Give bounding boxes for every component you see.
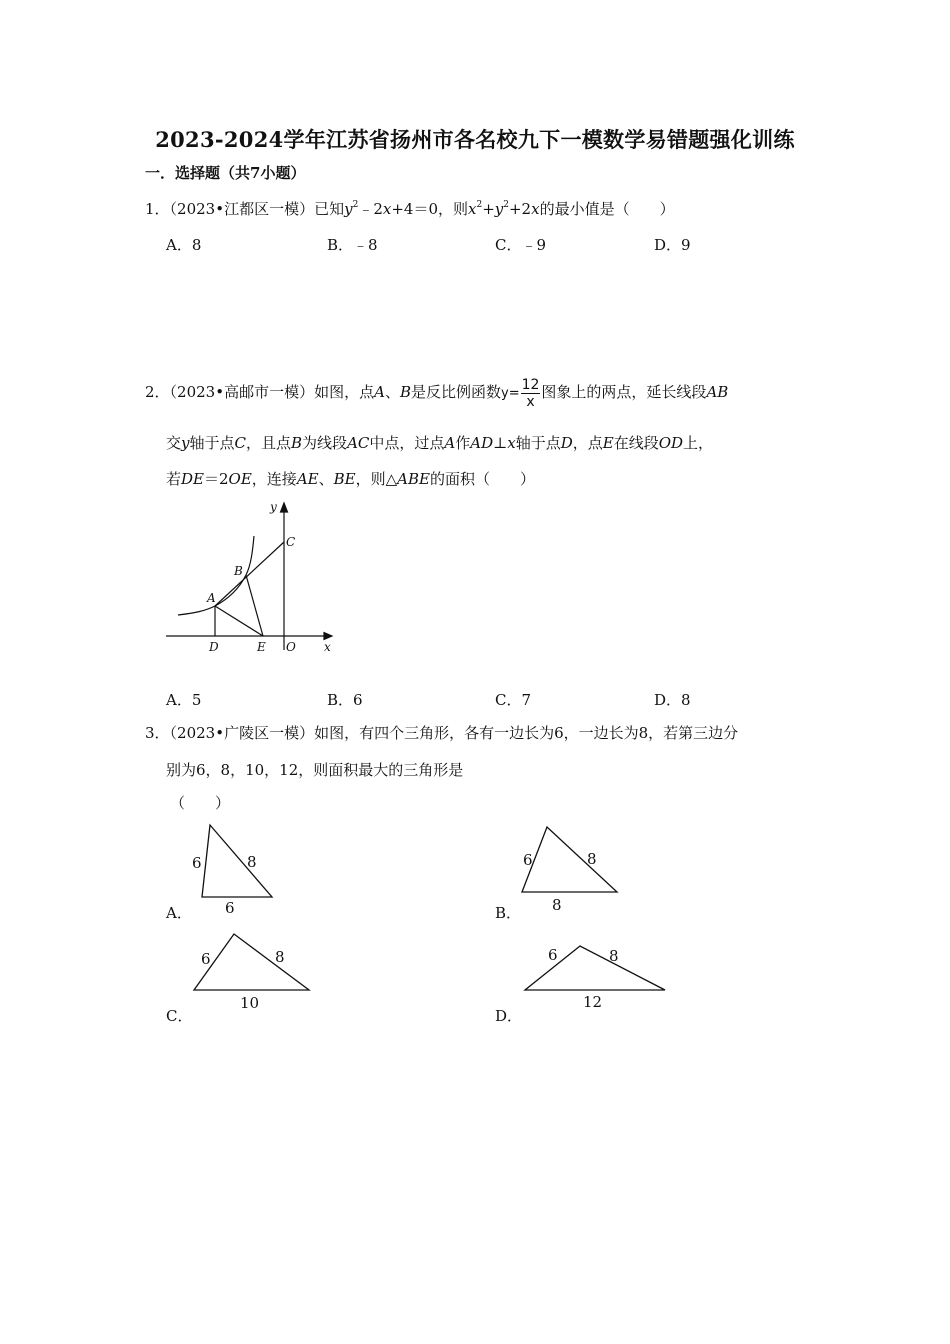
q1-option-b[interactable]: [327, 234, 378, 255]
option-label: C．: [495, 236, 522, 254]
stem-text: ，则△: [355, 470, 398, 488]
point-b: B: [399, 383, 411, 401]
y-axis-arrow-icon: [281, 503, 288, 512]
side-base-label: 8: [552, 896, 562, 914]
triangle-c: [194, 934, 309, 990]
var-y: y: [494, 200, 504, 218]
option-value: 9: [681, 236, 691, 254]
var-x: x: [382, 200, 392, 218]
triangle-d-figure[interactable]: [520, 940, 670, 1015]
function-lhs: y=: [501, 386, 520, 401]
option-label: A．: [166, 236, 192, 254]
point-b: B: [291, 434, 303, 452]
var-x: x: [467, 200, 477, 218]
stem-text: 若: [166, 470, 182, 488]
question-2-line-1: [145, 372, 728, 414]
point-a: A: [444, 434, 456, 452]
option-value: 7: [521, 691, 532, 709]
option-label: B．: [327, 691, 354, 709]
question-number: 1．: [145, 200, 170, 218]
option-label: B．: [327, 236, 354, 254]
exponent: 2: [476, 200, 483, 210]
segment-de: DE: [181, 470, 204, 488]
stem-text: 的面积（ ）: [429, 470, 535, 488]
stem-text: 图象上的两点，延长线段: [541, 383, 707, 401]
stem-text: 的最小值是（ ）: [539, 200, 675, 218]
q2-option-a[interactable]: [166, 689, 201, 710]
question-3-line-2: 别为6，8，10，12，则面积最大的三角形是: [166, 761, 464, 779]
stem-text: ，且点: [246, 434, 292, 452]
question-source: （2023•广陵区一模）: [169, 724, 315, 742]
stem-text: +2: [508, 200, 532, 218]
segment-oe: OE: [228, 470, 252, 488]
side-base-label: 12: [583, 993, 603, 1011]
point-a: A: [374, 383, 385, 401]
stem-text: 如图，有四个三角形，各有一边长为6，一边长为8，若第三边分: [314, 724, 739, 742]
option-value: 8: [681, 691, 691, 709]
var-y: y: [344, 200, 353, 218]
q3-option-a[interactable]: A．: [166, 904, 192, 922]
point-c: C: [234, 434, 246, 452]
question-number: 3．: [145, 724, 170, 742]
question-3-line-1: [145, 723, 738, 743]
stem-text: 为线段: [302, 434, 348, 452]
label-x: x: [324, 640, 331, 654]
segment-od: OD: [658, 434, 684, 452]
segment-ac: AC: [347, 434, 370, 452]
stem-text: ，点: [572, 434, 603, 452]
side-left-label: 6: [201, 950, 211, 968]
stem-text: ﹣2: [358, 200, 383, 218]
q1-option-a[interactable]: [166, 234, 201, 255]
var-y: y: [181, 434, 190, 452]
exponent: 2: [503, 200, 509, 210]
triangle-b: [522, 827, 617, 892]
question-1-stem: [145, 199, 675, 219]
q3-option-c[interactable]: C．: [166, 1007, 193, 1025]
option-label: D．: [654, 691, 682, 709]
triangle-b-figure[interactable]: [515, 822, 625, 914]
stem-text: 上，: [683, 434, 714, 452]
option-value: 5: [191, 691, 202, 709]
q3-option-b[interactable]: B．: [495, 904, 522, 922]
side-right-label: 8: [247, 853, 257, 871]
section-heading: 一．选择题（共7小题）: [145, 164, 306, 182]
triangle-d: [525, 946, 665, 990]
q1-option-d[interactable]: [654, 234, 691, 255]
question-2-line-3: [166, 469, 535, 489]
point-e: E: [602, 434, 614, 452]
triangle-c-figure[interactable]: [190, 930, 315, 1015]
side-right-label: 8: [275, 948, 285, 966]
stem-text: +4＝0，则: [391, 200, 468, 218]
side-left-label: 6: [192, 854, 202, 872]
option-label: D．: [654, 236, 682, 254]
stem-text: ＝2: [204, 470, 229, 488]
fraction-denominator: x: [526, 393, 535, 410]
side-left-label: 6: [523, 851, 533, 869]
q1-option-c[interactable]: [495, 234, 546, 255]
question-number: 2．: [145, 383, 170, 401]
stem-text: 轴于点: [189, 434, 235, 452]
segment-be: BE: [333, 470, 356, 488]
fraction-12-over-x: [521, 377, 541, 410]
label-d: D: [209, 640, 219, 654]
option-value: ﹣9: [521, 236, 547, 254]
question-3-answer-blank: （ ）: [170, 794, 231, 812]
side-base-label: 6: [225, 899, 235, 915]
stem-text: 如图，点: [314, 383, 375, 401]
label-b: B: [234, 564, 243, 578]
option-value: 6: [353, 691, 363, 709]
label-a: A: [207, 591, 216, 605]
side-right-label: 8: [609, 947, 619, 965]
stem-text: 中点，过点: [369, 434, 445, 452]
option-label: C．: [495, 691, 522, 709]
segment-ae: AE: [296, 470, 319, 488]
fraction-numerator: 12: [521, 376, 540, 393]
exponent: 2: [352, 200, 359, 210]
option-value: 8: [191, 236, 202, 254]
stem-text: 交: [166, 434, 182, 452]
point-d: D: [560, 434, 573, 452]
segment-ad: AD: [470, 434, 494, 452]
question-source: （2023•高邮市一模）: [169, 383, 315, 401]
side-base-label: 10: [240, 994, 260, 1012]
q2-option-c[interactable]: [495, 689, 531, 710]
stem-text: 、: [384, 383, 400, 401]
stem-text: 已知: [314, 200, 345, 218]
q2-coordinate-figure: [160, 495, 350, 660]
var-x: x: [531, 200, 540, 218]
label-y: y: [270, 500, 277, 514]
option-value: ﹣8: [353, 236, 378, 254]
line-ac: [215, 542, 284, 606]
option-label: A．: [166, 691, 192, 709]
q2-option-d[interactable]: [654, 689, 691, 710]
segment-ab: AB: [706, 383, 729, 401]
document-title: 2023-2024学年江苏省扬州市各名校九下一模数学易错题强化训练: [155, 127, 795, 152]
stem-text: 、: [318, 470, 334, 488]
x-axis-arrow-icon: [324, 633, 332, 640]
stem-text: 轴于点: [515, 434, 561, 452]
stem-text: 在线段: [613, 434, 659, 452]
stem-text: 是反比例函数: [410, 383, 501, 401]
q3-option-d[interactable]: D．: [495, 1007, 523, 1025]
triangle-a-figure[interactable]: [190, 820, 280, 915]
label-o: O: [286, 640, 296, 654]
side-right-label: 8: [587, 850, 597, 868]
stem-text: +: [482, 200, 495, 218]
var-x: x: [507, 434, 516, 452]
triangle-abe: ABE: [397, 470, 430, 488]
side-left-label: 6: [548, 946, 558, 964]
stem-text: ⊥: [493, 434, 508, 452]
label-e: E: [257, 640, 266, 654]
question-source: （2023•江都区一模）: [169, 200, 315, 218]
stem-text: 作: [455, 434, 471, 452]
q2-option-b[interactable]: [327, 689, 363, 710]
stem-text: ，连接: [251, 470, 297, 488]
question-2-line-2: [166, 433, 713, 453]
label-c: C: [286, 535, 296, 549]
triangle-a: [202, 825, 272, 897]
